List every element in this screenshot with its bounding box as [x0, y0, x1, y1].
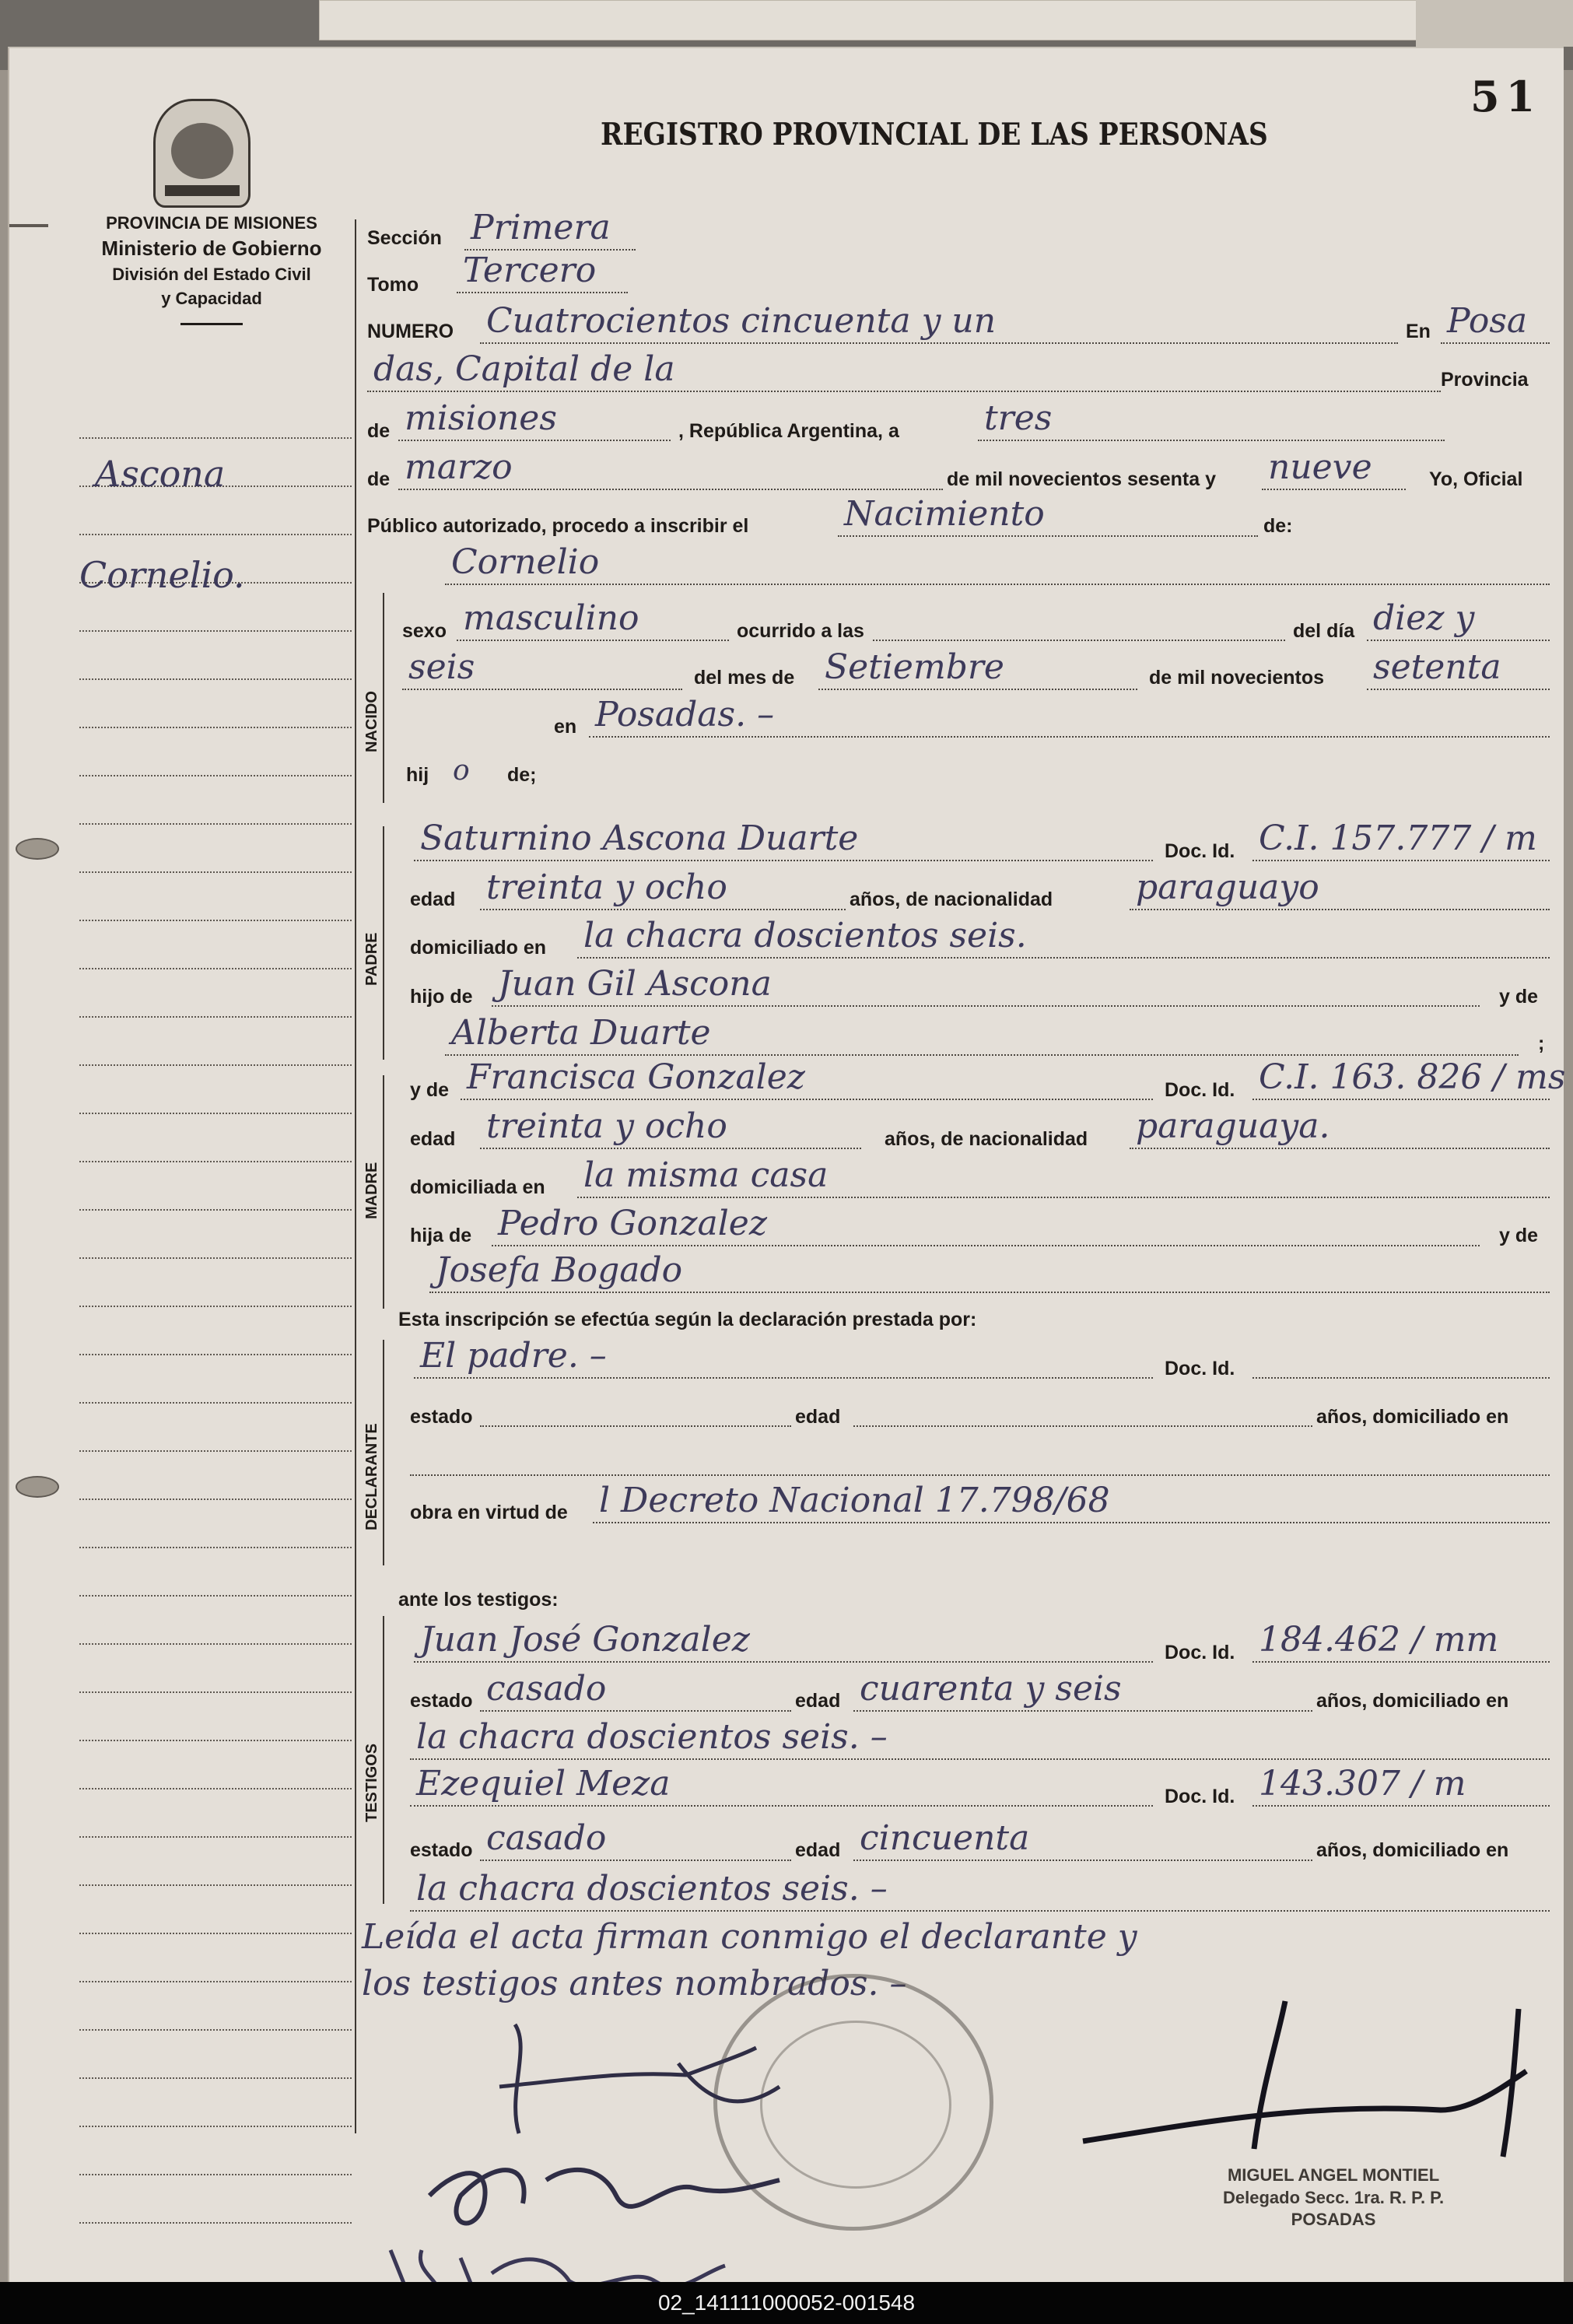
padre-dom-field	[577, 912, 1550, 959]
madre-mother-value: Josefa Bogado	[436, 1250, 683, 1290]
madre-name-value: Francisca Gonzalez	[467, 1057, 805, 1097]
padre-section-bar	[383, 826, 384, 1060]
madre-y-de-label: y de	[410, 1079, 450, 1101]
declarante-edad-field	[853, 1380, 1312, 1427]
margin-ruled-line	[79, 1113, 352, 1114]
madre-y-de-label-2: y de	[1499, 1225, 1539, 1246]
margin-ruled-line	[79, 727, 352, 728]
margin-ruled-line	[79, 1836, 352, 1838]
ocurrido-label: ocurrido a las	[737, 620, 864, 642]
dia-value-2: seis	[408, 647, 475, 687]
lugar-value: Posadas. –	[595, 695, 775, 734]
month-field	[398, 443, 943, 490]
republica-label: , República Argentina, a	[678, 420, 899, 442]
margin-ruled-line	[79, 1257, 352, 1259]
testigo1-doc-field	[1252, 1616, 1550, 1663]
declarante-estado-label: estado	[410, 1406, 473, 1428]
mil-label: de mil novecientos	[1149, 667, 1325, 689]
testigo2-edad-value: cincuenta	[860, 1818, 1030, 1858]
declarante-name-value: El padre. –	[420, 1336, 607, 1376]
testigo1-dom-label: años, domiciliado en	[1316, 1690, 1509, 1712]
testigo2-doc-label: Doc. Id.	[1165, 1786, 1235, 1807]
margin-ruled-line	[79, 1595, 352, 1597]
testigo2-estado-value: casado	[486, 1818, 607, 1858]
margin-column	[25, 48, 352, 2165]
anio-field	[1367, 643, 1550, 690]
declarante-estado-field	[480, 1380, 791, 1427]
madre-edad-field	[480, 1102, 861, 1149]
person-name-field	[445, 538, 1550, 585]
declarante-tab: DECLARANTE	[363, 1423, 380, 1530]
testigo1-dom-field	[410, 1713, 1550, 1760]
de-colon-label: de:	[1263, 515, 1293, 537]
margin-ruled-line	[79, 1933, 352, 1934]
act-field	[838, 490, 1258, 537]
testigo2-name-value: Ezequiel Meza	[416, 1764, 671, 1803]
madre-hija-label: hija de	[410, 1225, 472, 1246]
numero-field	[480, 297, 1398, 344]
testigo2-name-field	[410, 1760, 1153, 1807]
tomo-value: Tercero	[463, 251, 597, 290]
official-city: POSADAS	[1291, 2210, 1376, 2230]
testigo1-name-value: Juan José Gonzalez	[420, 1620, 750, 1660]
lugar-field	[589, 691, 1550, 738]
padre-name-field	[414, 815, 1153, 861]
year-label: de mil novecientos sesenta y	[947, 468, 1216, 490]
padre-dom-label: domiciliado en	[410, 937, 547, 959]
testigo1-edad-field	[853, 1665, 1312, 1712]
margin-given-name: Cornelio.	[79, 554, 245, 596]
testigo1-edad-value: cuarenta y seis	[860, 1669, 1122, 1709]
obra-field	[593, 1477, 1550, 1523]
padre-dom-value: la chacra doscientos seis.	[583, 916, 1027, 955]
padre-name-value: Saturnino Ascona Duarte	[420, 818, 859, 858]
padre-y-de-label: y de	[1499, 986, 1539, 1008]
margin-ruled-line	[79, 920, 352, 921]
madre-section-bar	[383, 1075, 384, 1309]
padre-edad-field	[480, 864, 846, 910]
year-field	[1262, 443, 1406, 490]
padre-hijo-label: hijo de	[410, 986, 473, 1008]
tomo-field	[457, 247, 628, 293]
org-capacity: y Capacidad	[161, 288, 262, 308]
province-seal	[153, 99, 250, 208]
month-label: de	[367, 468, 391, 490]
declarante-dom-label: años, domiciliado en	[1316, 1406, 1509, 1428]
hora-field	[873, 594, 1285, 641]
del-mes-label: del mes de	[694, 667, 795, 689]
margin-ruled-line	[79, 534, 352, 535]
margin-ruled-line	[79, 1547, 352, 1548]
place-field-1	[1441, 297, 1550, 344]
place-value-1: Posa	[1447, 301, 1528, 341]
margin-ruled-line	[79, 823, 352, 825]
sexo-field	[457, 594, 729, 641]
margin-ruled-line	[79, 2174, 352, 2175]
sexo-value: masculino	[463, 598, 639, 638]
provincia-field	[398, 394, 671, 441]
testigo1-estado-field	[480, 1665, 791, 1712]
margin-ruled-line	[79, 1354, 352, 1355]
image-id-footer: 02_141111000052-001548	[0, 2282, 1573, 2324]
register-page	[8, 47, 1564, 2282]
closing-line-1	[356, 1912, 1550, 1958]
margin-ruled-line	[79, 1499, 352, 1500]
margin-ruled-line	[79, 1691, 352, 1693]
declarante-doc-field	[1252, 1332, 1550, 1379]
closing-text-2: los testigos antes nombrados. –	[362, 1964, 907, 2003]
margin-ruled-line	[79, 2077, 352, 2079]
dia-value-1: diez y	[1373, 598, 1475, 638]
madre-father-field	[492, 1200, 1480, 1246]
day-value: tres	[984, 398, 1053, 438]
padre-doc-label: Doc. Id.	[1165, 840, 1235, 862]
testigo1-edad-label: edad	[795, 1690, 841, 1712]
testigo1-doc-value: 184.462 / mm	[1259, 1620, 1499, 1660]
declarante-dom-field	[410, 1429, 1550, 1476]
obra-label: obra en virtud de	[410, 1502, 568, 1523]
official-name: MIGUEL ANGEL MONTIEL	[1227, 2165, 1440, 2185]
madre-name-field	[461, 1053, 1153, 1100]
hijo-suffix: o	[453, 755, 470, 787]
testigo1-estado-label: estado	[410, 1690, 473, 1712]
en-label: En	[1406, 321, 1431, 342]
madre-nac-field	[1130, 1102, 1550, 1149]
place-value-2: das, Capital de la	[373, 349, 675, 389]
padre-edad-label: edad	[410, 889, 456, 910]
margin-ruled-line	[79, 1016, 352, 1018]
margin-ruled-line	[79, 1209, 352, 1211]
page-number: 51	[1470, 72, 1542, 121]
provincia-value: misiones	[405, 398, 557, 438]
testigos-section-bar	[383, 1616, 384, 1904]
padre-nac-value: paraguayo	[1136, 868, 1319, 907]
padre-mother-field	[445, 1009, 1519, 1056]
margin-ruled-line	[79, 968, 352, 969]
padre-father-field	[492, 960, 1480, 1007]
testigo2-dom-label: años, domiciliado en	[1316, 1839, 1509, 1861]
declarante-intro: Esta inscripción se efectúa según la declaración prestada por:	[398, 1309, 977, 1330]
place-field-2	[367, 345, 1441, 392]
testigo2-estado-field	[480, 1814, 791, 1861]
publico-label: Público autorizado, procedo a inscribir el	[367, 515, 749, 537]
madre-dom-value: la misma casa	[583, 1155, 829, 1195]
margin-ruled-line	[79, 630, 352, 632]
margin-ruled-line	[79, 1643, 352, 1645]
madre-edad-label: edad	[410, 1128, 456, 1150]
provincia-label: Provincia	[1441, 369, 1529, 391]
testigo2-edad-field	[853, 1814, 1312, 1861]
official-block	[1223, 2165, 1444, 2231]
padre-mother-value: Alberta Duarte	[451, 1013, 711, 1053]
tomo-label: Tomo	[367, 274, 419, 296]
padre-father-value: Juan Gil Ascona	[498, 964, 772, 1004]
testigo1-estado-value: casado	[486, 1669, 607, 1709]
margin-ruled-line	[79, 678, 352, 680]
sexo-label: sexo	[402, 620, 447, 642]
seccion-value: Primera	[471, 208, 611, 247]
obra-value: l Decreto Nacional 17.798/68	[599, 1481, 1110, 1520]
underlying-sheet-corner	[1416, 0, 1573, 47]
testigo1-dom-value: la chacra doscientos seis. –	[416, 1717, 888, 1757]
margin-ruled-line	[79, 1981, 352, 1982]
madre-nac-value: paraguaya.	[1136, 1106, 1330, 1146]
oficial-label: Yo, Oficial	[1429, 468, 1523, 490]
padre-doc-field	[1252, 815, 1550, 861]
margin-ruled-line	[79, 1402, 352, 1404]
org-division: División del Estado Civil	[112, 265, 311, 285]
org-province: PROVINCIA DE MISIONES	[106, 213, 317, 233]
form-frame-left	[355, 219, 356, 2133]
margin-ruled-line	[79, 775, 352, 776]
nacido-tab: NACIDO	[363, 691, 380, 752]
margin-ruled-line	[79, 2029, 352, 2031]
madre-doc-label: Doc. Id.	[1165, 1079, 1235, 1101]
year-value: nueve	[1268, 447, 1372, 487]
madre-nac-label: años, de nacionalidad	[885, 1128, 1088, 1150]
seccion-field	[464, 204, 636, 251]
dia-field-1	[1367, 594, 1550, 641]
padre-nac-field	[1130, 864, 1550, 910]
testigo2-doc-value: 143.307 / m	[1259, 1764, 1466, 1803]
margin-ruled-line	[79, 1064, 352, 1066]
page-title: REGISTRO PROVINCIAL DE LAS PERSONAS	[601, 117, 1268, 152]
declarante-edad-label: edad	[795, 1406, 841, 1428]
margin-ruled-line	[79, 2222, 352, 2224]
nacido-section-bar	[383, 593, 384, 803]
madre-tab: MADRE	[363, 1162, 380, 1219]
dia-field-2	[402, 643, 682, 690]
mes-value: Setiembre	[825, 647, 1004, 687]
testigos-intro: ante los testigos:	[398, 1589, 559, 1611]
hijo-de-label: de;	[507, 764, 537, 786]
declarante-section-bar	[383, 1340, 384, 1565]
testigo2-doc-field	[1252, 1760, 1550, 1807]
person-name-value: Cornelio	[451, 542, 600, 582]
margin-ruled-line	[79, 2126, 352, 2127]
padre-semicolon: ;	[1538, 1032, 1545, 1054]
padre-edad-value: treinta y ocho	[486, 868, 727, 907]
testigo2-dom-field	[410, 1865, 1550, 1912]
lugar-label: en	[554, 716, 577, 738]
testigo2-estado-label: estado	[410, 1839, 473, 1861]
madre-doc-field	[1252, 1053, 1566, 1100]
margin-surname: Ascona	[95, 453, 226, 495]
margin-ruled-line	[79, 1884, 352, 1886]
numero-label: NUMERO	[367, 321, 454, 342]
margin-ruled-line	[79, 1740, 352, 1741]
madre-doc-value: C.I. 163. 826 / ms	[1259, 1057, 1566, 1097]
testigo2-edad-label: edad	[795, 1839, 841, 1861]
madre-mother-field	[429, 1246, 1550, 1293]
madre-dom-field	[577, 1151, 1550, 1198]
act-value: Nacimiento	[844, 494, 1045, 534]
margin-ruled-line	[79, 437, 352, 439]
margin-ruled-line	[79, 871, 352, 873]
testigos-tab: TESTIGOS	[363, 1743, 380, 1822]
margin-ruled-line	[79, 1450, 352, 1452]
madre-dom-label: domiciliada en	[410, 1176, 545, 1198]
underlying-sheet	[319, 0, 1424, 40]
day-field	[978, 394, 1445, 441]
numero-value: Cuatrocientos cincuenta y un	[486, 301, 997, 341]
de-label: de	[367, 420, 391, 442]
hijo-label: hij	[406, 764, 429, 786]
org-ministry: Ministerio de Gobierno	[101, 237, 322, 261]
del-dia-label: del día	[1293, 620, 1355, 642]
month-value: marzo	[405, 447, 513, 487]
madre-edad-value: treinta y ocho	[486, 1106, 727, 1146]
padre-doc-value: C.I. 157.777 / m	[1259, 818, 1537, 858]
mes-field	[818, 643, 1137, 690]
org-divider	[180, 323, 243, 325]
declarante-name-field	[414, 1332, 1153, 1379]
issuing-office	[56, 212, 367, 325]
testigo1-doc-label: Doc. Id.	[1165, 1642, 1235, 1663]
margin-ruled-line	[79, 1306, 352, 1307]
testigo1-name-field	[414, 1616, 1153, 1663]
declarante-doc-label: Doc. Id.	[1165, 1358, 1235, 1379]
official-title: Delegado Secc. 1ra. R. P. P.	[1223, 2187, 1445, 2207]
closing-text-1: Leída el acta firman conmigo el declarante y	[362, 1917, 1137, 1957]
seccion-label: Sección	[367, 227, 442, 249]
anio-value: setenta	[1373, 647, 1501, 687]
margin-ruled-line	[79, 1788, 352, 1789]
padre-tab: PADRE	[363, 932, 380, 986]
margin-ruled-line	[79, 1161, 352, 1162]
padre-nac-label: años, de nacionalidad	[850, 889, 1053, 910]
madre-father-value: Pedro Gonzalez	[498, 1204, 768, 1243]
testigo2-dom-value: la chacra doscientos seis. –	[416, 1869, 888, 1909]
